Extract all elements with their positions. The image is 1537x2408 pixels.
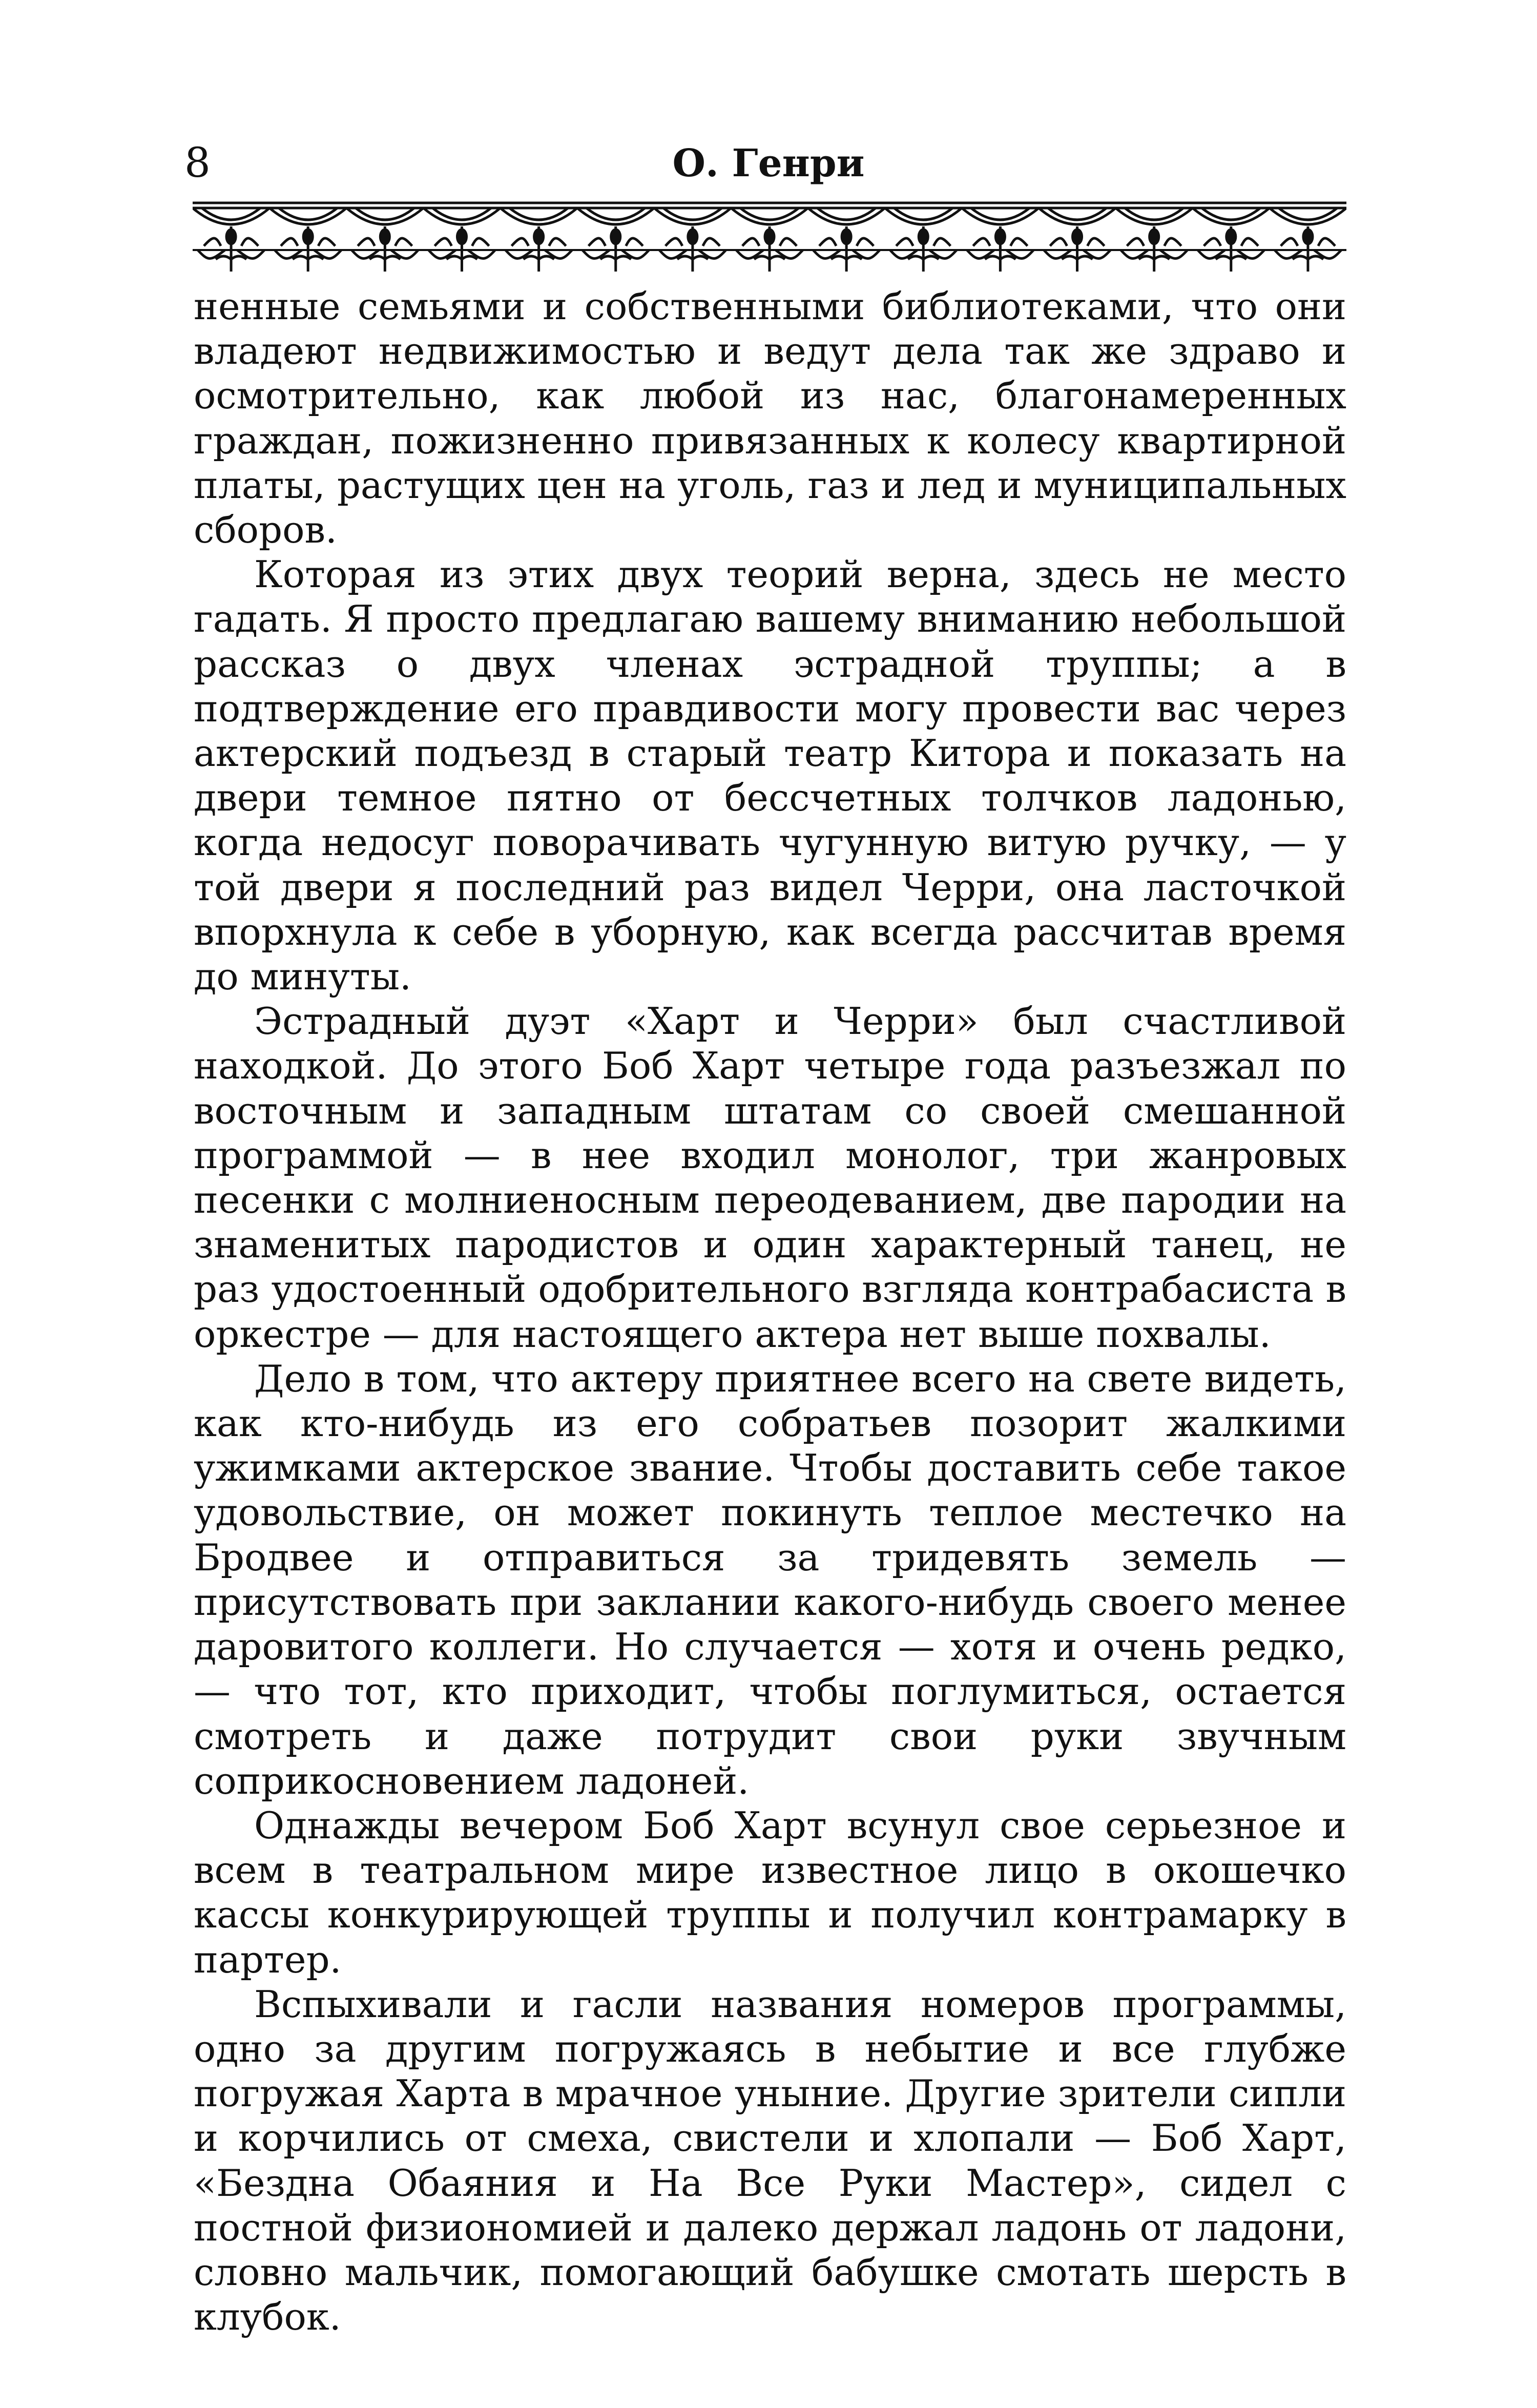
paragraph: Которая из этих двух теорий верна, здесь не место гадать. Я просто предлагаю вашему вниманию небольшой рассказ о двух членах эстрадной труппы; а в подтверждение его правдивости могу провести вас через актерский подъезд в старый театр Китора и показать на двери темное пятно от бессчетных толчков ладонью, когда недосуг поворачивать чугунную витую ручку, — у той двери я последний раз видел Черри, она ласточкой впорхнула к себе в уборную, как всегда рассчитав время до минуты. [194, 553, 1346, 999]
paragraph: Дело в том, что актеру приятнее всего на свете видеть, как кто-нибудь из его собратьев позорит жалкими ужимками актерское звание. Чтобы доставить себе такое удовольствие, он может покинуть теплое местечко на Бродвее и отправиться за тридевять земель — присутствовать при заклании какого-нибудь своего менее даровитого коллеги. Но случается — хотя и очень редко, — что тот, кто приходит, чтобы поглумиться, остается смотреть и даже потрудит свои руки звучным соприкосновением ладоней. [194, 1357, 1346, 1802]
paragraph: ненные семьями и собственными библиотеками, что они владеют недвижимостью и ведут дела так же здраво и осмотрительно, как любой из нас, благонамеренных граждан, пожизненно привязанных к колесу квартирной платы, растущих цен на уголь, газ и лед и муниципальных сборов. [194, 285, 1346, 552]
paragraph: Вспыхивали и гасли названия номеров программы, одно за другим погружаясь в небытие и все глубже погружая Харта в мрачное уныние. Другие зрители сипли и корчились от смеха, свистели и хлопали — Боб Харт, «Бездна Обаяния и На Все Руки Мастер», сидел с постной физиономией и далеко держал ладонь от ладони, словно мальчик, помогающий бабушке смотать шерсть в клубок. [194, 1982, 1346, 2339]
running-head-author: О. Генри [672, 141, 865, 185]
page-number: 8 [184, 139, 211, 186]
decorative-border-icon [193, 200, 1346, 277]
paragraph: Эстрадный дуэт «Харт и Черри» был счастливой находкой. До этого Боб Харт четыре года разъезжал по восточным и западным штатам со своей смешанной программой — в нее входил монолог, три жанровых песенки с молниеносным переодеванием, две пародии на знаменитых пародистов и один характерный танец, не раз удостоенный одобрительного взгляда контрабасиста в оркестре — для настоящего актера нет выше похвалы. [194, 1000, 1346, 1356]
paragraph: Однажды вечером Боб Харт всунул свое серьезное и всем в театральном мире известное лицо в окошечко кассы конкурирующей труппы и получил контрамарку в партер. [194, 1803, 1346, 1981]
body-text [194, 284, 1346, 2339]
